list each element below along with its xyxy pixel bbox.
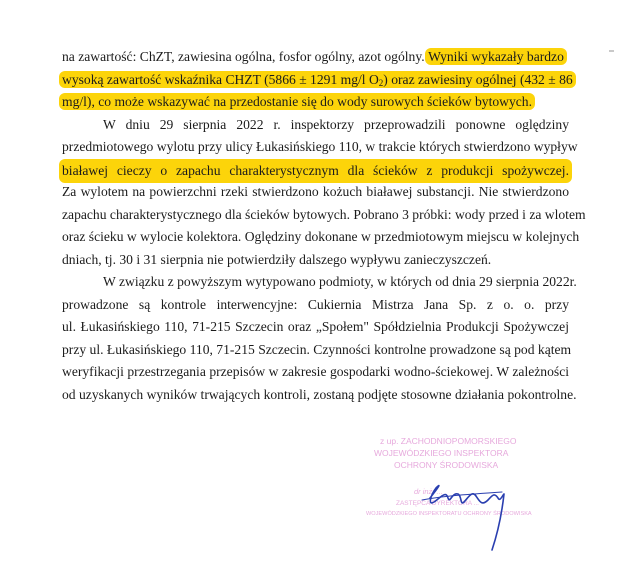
text-line: weryfikacji przestrzegania przepisów w zakresie gospodarki wodno-ściekowej. W zależności: [62, 364, 569, 379]
text-line: Za wylotem na powierzchni rzeki stwierdzono kożuch białawej substancji. Nie stwierdzono: [62, 184, 569, 199]
page-edge-mark: [609, 50, 614, 52]
text-line: [62, 159, 569, 182]
highlighted-text-part: ) oraz zawiesiny ogólnej (432 ± 86: [383, 71, 573, 87]
text-line: [62, 46, 569, 69]
stamp-line-4: dr inż. ...: [414, 487, 443, 496]
document-body: [62, 46, 586, 406]
text-line: od uzyskanych wyników trwających kontroli, zostaną podjęte stosowne działania pokontrolne.: [62, 386, 577, 402]
stamp-line-2: WOJEWÓDZKIEGO INSPEKTORA: [374, 448, 509, 458]
highlighted-text: Wyniki wykazały bardzo: [425, 48, 567, 65]
text-line: przedmiotowego wylotu przy ulicy Łukasińskiego 110, w trakcie których stwierdzono wypływ: [62, 139, 578, 154]
stamp-line-5: ZASTĘPCA DYREKTORA ...: [396, 500, 479, 507]
stamp-graphic: [352, 432, 562, 554]
highlighted-text: mg/l), co może wskazywać na przedostanie się do wody surowych ścieków bytowych.: [59, 93, 535, 110]
stamp-line-3: OCHRONY ŚRODOWISKA: [394, 460, 499, 470]
text-line: prowadzone są kontrole interwencyjne: Cukiernia Mistrza Jana Sp. z o. o. przy: [62, 296, 569, 312]
highlighted-text: białawej cieczy o zapachu charakterystycznym dla ścieków z produkcji spożywczej.: [59, 159, 572, 184]
stamp-line-1: z up. ZACHODNIOPOMORSKIEGO: [380, 436, 517, 446]
highlighted-text-part: wysoką zawartość wskaźnika CHZT (5866 ± 1291 mg/l O: [62, 71, 379, 87]
line-text: na zawartość: ChZT, zawiesina ogólna, fosfor ogólny, azot ogólny.: [62, 49, 425, 64]
text-line: [62, 69, 573, 92]
subscript: 2: [378, 77, 384, 88]
text-line: zapachu charakterystycznego dla ścieków bytowych. Pobrano 3 próbki: wody przed i za wlotem: [62, 206, 586, 222]
stamp-line-6: WOJEWÓDZKIEGO INSPEKTORATU OCHRONY ŚRODOWISKA: [366, 511, 532, 517]
text-line: [62, 91, 569, 114]
text-line: ul. Łukasińskiego 110, 71-215 Szczecin oraz „Społem" Spółdzielnia Produkcji Spożywczej: [62, 319, 569, 334]
text-line: oraz ścieku w wylocie kolektora. Oględziny dokonane w przedmiotowym miejscu w kolejnych: [62, 229, 580, 244]
official-stamp: [352, 432, 562, 554]
text-line: W związku z powyższym wytypowano podmioty, w których od dnia 29 sierpnia 2022r.: [103, 274, 577, 289]
text-line: dniach, tj. 30 i 31 sierpnia nie potwierdziły dalszego wypływu zanieczyszczeń.: [62, 251, 492, 267]
text-line: przy ul. Łukasińskiego 110, 71-215 Szczecin. Czynności kontrolne prowadzone są pod kątem: [62, 341, 572, 357]
highlighted-text: [59, 71, 576, 88]
text-line: W dniu 29 sierpnia 2022 r. inspektorzy przeprowadzili ponowne oględziny: [103, 116, 569, 132]
